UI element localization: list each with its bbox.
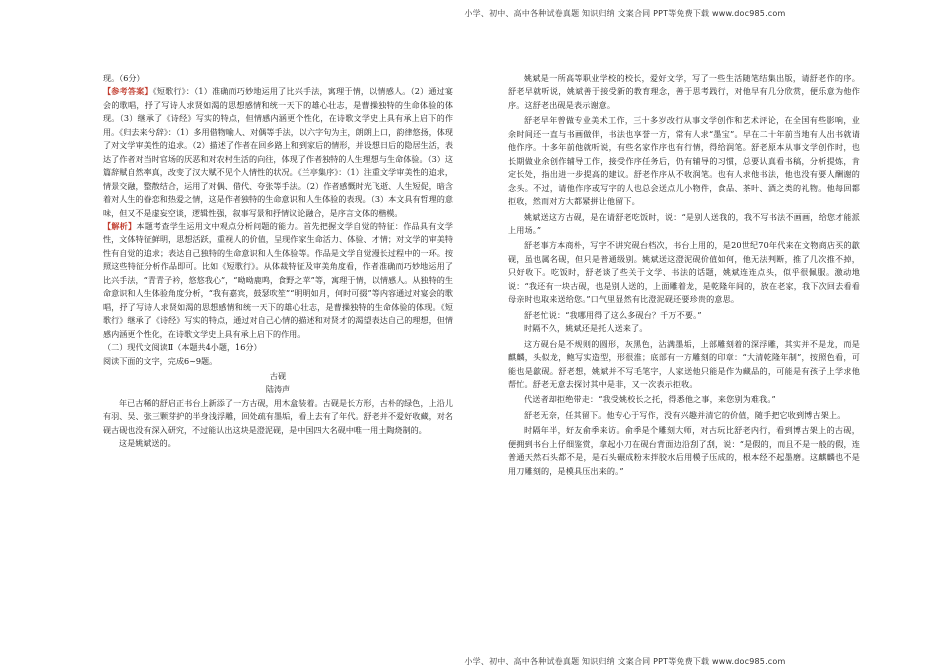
paragraph: 现。（6分） [103, 73, 145, 83]
story-paragraph: 时隔年半，好友俞季来访。俞季是个雕刻大师，对古玩比舒老内行，看到博古架上的古砚，便拥到书台上仔细鉴赏，拿起小刀在砚台背面边沿刮了刮，说：“是假的，而且不是一般的假，连普通天然石头都不是，是石头碾成粉末拌胶水后用模子压成的，根本经不起墨磨。这麒麟也不是用刀雕刻的，是模具压出来的。” [508, 425, 860, 476]
story-title: 古砚 [269, 370, 287, 381]
right-column [508, 72, 860, 478]
story-paragraph: 年已古稀的舒启正书台上新添了一方古砚，用木盒装着。古砚是长方形，古朴的绿色，上沿儿有羽、吴、张三颗芽护的半身浅浮雕，回处疏有墨垢，看上去有了年代。舒老并不爱好收藏，对名砚古砚也没有深入研究，不过能认出这块是澄泥砚，是中国四大名砚中唯一用土陶烧制的。 [103, 397, 453, 435]
story-paragraph: 代送者却拒绝带走：“我受姚校长之托，得悉他之事，来您别为难我。” [524, 394, 776, 405]
answer-paragraph [103, 85, 453, 220]
analysis-tag: 【解析】 [103, 220, 137, 231]
section-heading: （二）现代文阅读Ⅱ（本题共4小题，16分） [103, 342, 262, 353]
story-author: 陆涛声 [265, 384, 291, 395]
instruction: 阅读下面的文字，完成6~9题。 [103, 355, 218, 366]
answer-tag: 【参考答案】 [103, 86, 153, 97]
story-paragraph: 这方砚台是不规则的圆形，灰黑色，沾满墨垢，上部雕刻着的深浮雕，其实并不是龙，而是麒麟，头似龙，鲍写实造型，形很淮；底部有一方雕刻的印章：“大清乾隆年制”，按照色看，可能也是歙砚。舒老想，姚斌并不写毛笔字，人家送他只能是作为藏品的，可能是有孩子上学求他帮忙。舒老无意去探讨其中是非，又一次表示拒收。 [508, 338, 860, 389]
story-paragraph: 这是姚斌送的。 [119, 438, 176, 449]
story-paragraph: 时隔不久，姚斌还是托人送来了。 [524, 323, 648, 334]
header-banner: 小学、初中、高中各种试卷真题 知识归纳 文案合同 PPT等免费下载 www.doc985.com [464, 9, 786, 18]
story-paragraph: 姚斌是一所高等职业学校的校长，爱好文学，写了一些生活随笔结集出版，请舒老作的序。舒老早就听说，姚斌善于接受新的教育理念，善于思考践行，对他早有几分欣赏，便乐意为他作序。这舒老出砚是表示谢意。 [508, 73, 860, 110]
answer-text: 《短歌行》：（1）准确而巧妙地运用了比兴手法，寓理于情，以情感人。（2）通过宴会的歌唱，抒了写诗人求贤如渴的思想感情和统一天下的雄心壮志，是曹操独特的生命体验的体现。（3）继承了《诗经》写实的特点，但情感内涵更个性化，在诗歌文学史上具有承上启下的作用。《归去来兮辞》：（1）多用借物喻人、对偶等手法，以六字句为主，朗朗上口，韵律悠扬，体现了对文学审美性的追求。（2）描述了作者在回乡路上和到家后的情形，并设想日后的隐居生活，表达了作者对当时官场的厌恶和对农村生活的向往，体现了作者独特的人生理想与生命体验。（3）这篇辞赋自然率真，改变了汉大赋不见个人情性的状况。《兰亭集序》：（1）注重文学审美性的追求，情景交融，整散结合，运用了对偶、借代、夸张等手法。（2）作者感慨时光飞逝、人生短促，暗含着对人生的眷恋和热爱之情，这是作者独特的生命意识和人生体验的表现。（3）本文具有哲理的意味，但又不是虚妄空谈，逻辑性强，叙事写景和抒情议论融合，是序言文体的楷模。 [103, 86, 453, 218]
footer-banner: 小学、初中、高中各种试卷真题 知识归纳 文案合同 PPT等免费下载 www.doc985.com [464, 657, 786, 666]
story-paragraph: 姚斌送这方古砚，是在请舒老吃饭时，说：“是别人送我的，我不写书法不画画，给您才能派上用场。” [508, 211, 860, 235]
story-paragraph: 舒老忙说：“我哪用得了这么多砚台？千万不要。” [524, 309, 702, 320]
analysis-text: 本题考查学生运用文中观点分析问题的能力。首先把握文学自觉的特征：作品具有文学性，文体特征鲜明，思想活跃，重视人的价值，呈现作家生命活力、体验、才情；对文学的审美特性有自觉的追求；表达自己独特的生命意识和人生体验等。作品是文学自觉漫长过程中的一环。按照这些特征分析作品即可。比如《短歌行》。从体裁特征及审美角度看，作者准确而巧妙地运用了比兴手法，“青青子衿，悠悠我心”，“呦呦鹿鸣，食野之苹”等，寓理于情，以情感人。从独特的生命意识和人生体验角度分析，“我有嘉宾，鼓瑟吹笙”“明明如月，何时可掇”等内容通过对宴会的歌唱，抒了写诗人求贤如渴的思想感情和统一天下的雄心壮志，是曹操独特的生命体验的体现。《短歌行》继承了《诗经》写实的特点，通过对自己心情的描述和对贤才的渴望表达自己的理想，但情感内涵更个性化，在诗歌文学史上具有承上启下的作用。 [103, 220, 453, 339]
story-paragraph: 舒老早年曾做专业美术工作，三十多岁改行从事文学创作和艺术评论，在全国有些影响，业余时间还一直与书画做伴，书法也享誉一方，常有人求“墨宝”。早在二十年前当地有人出书就请他作序。十多年前他就听说，有些名家作序也有行情，得给润笔。舒老原本从事文学创作时，也长期做业余创作辅导工作，接受作序任务后，仍有辅导的习惯，总要认真看书稿，分析提炼，肯定长处，指出进一步提高的建议。舒老作序从不收润笔。也有人求他书法，他也没有要人酬谢的念头。不过，请他作序或写字的人也总会送点儿小物件，食品、茶叶、酒之类的礼物。他每回都拒收，然而对方大都紧拼让他留下。 [508, 115, 860, 207]
story-paragraph: 舒老事方本商朴，写字不讲究砚台档次，书台上用的，是20世纪70年代来在文物商店买的歙砚，虽也属名砚，但只是普通级别。姚斌送这澄泥砚价值如何，他无法判断，推了几次推不掉，只好收下。吃饭时，舒老谈了些关于文学、书法的话题，姚斌连连点头，似乎很佩服。激动地说：“我还有一块古砚，也是别人送的，上面雕着龙，是乾隆年间的，放在老家，我下次回去看看母亲时也取来送给您。”口气里显然有比澄泥砚还要珍贵的意思。 [508, 240, 860, 305]
story-paragraph: 舒老无奈，任其留下。他专心于写作，没有兴趣并清它的价值，随手把它收到博古架上。 [524, 409, 846, 420]
analysis-paragraph [103, 220, 453, 341]
left-column [103, 72, 453, 451]
